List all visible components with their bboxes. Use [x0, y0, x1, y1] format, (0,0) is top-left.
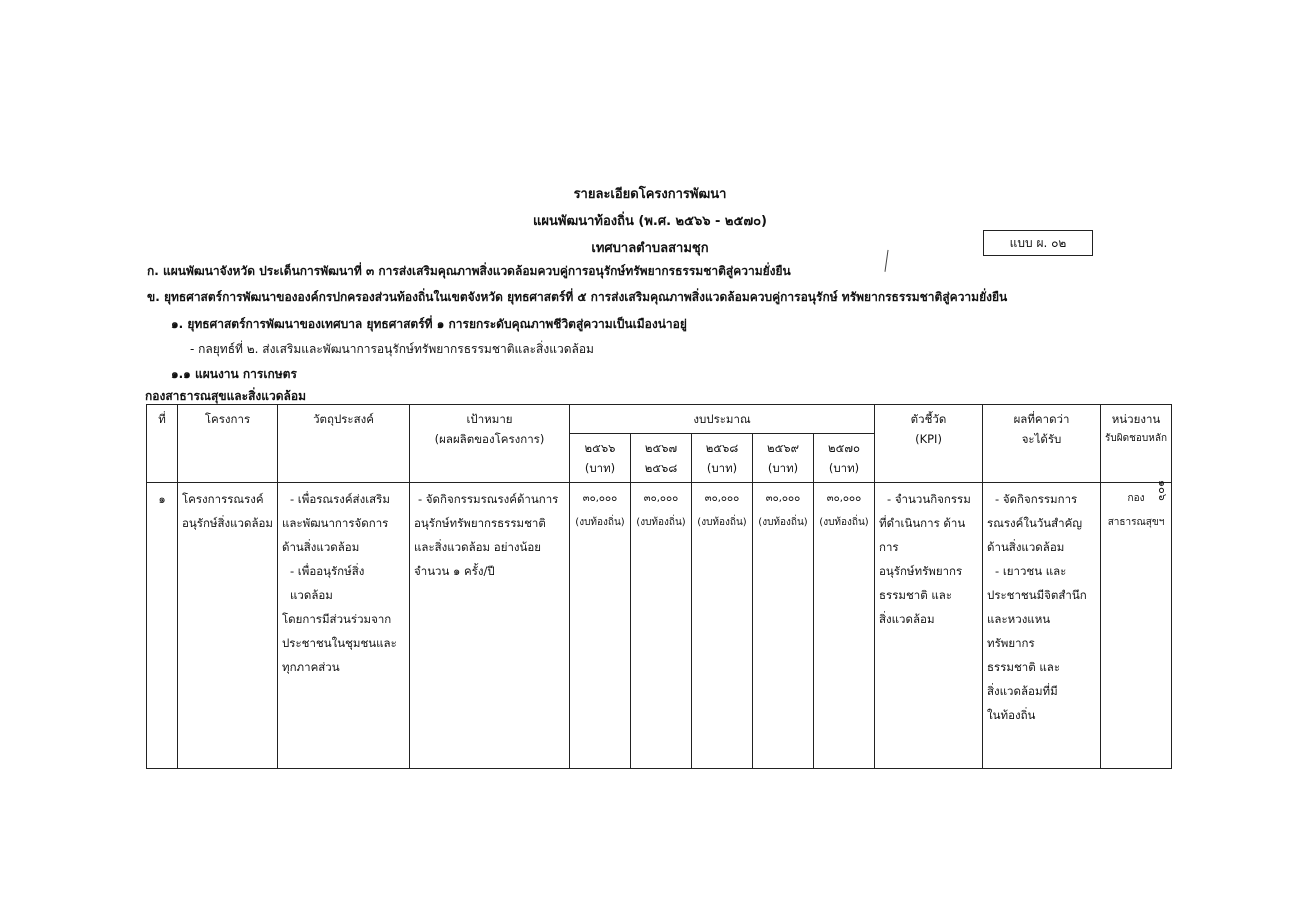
year-cell: ๒๕๖๖ (บาท) — [570, 434, 631, 483]
heading-municipal-strategy: ๑. ยุทธศาสตร์การพัฒนาของเทศบาล ยุทธศาสตร์ที่ ๑ การยกระดับคุณภาพชีวิตสู่ความเป็นเมืองน่าอยู่ — [171, 317, 687, 331]
row-budget-2570: ๓๐,๐๐๐ (งบท้องถิ่น) — [814, 483, 875, 769]
header-kpi-line1: ตัวชี้วัด — [910, 412, 947, 426]
document-subtitle: แผนพัฒนาท้องถิ่น (พ.ศ. ๒๕๖๖ - ๒๕๗๐) — [533, 214, 767, 229]
header-budget: งบประมาณ — [570, 405, 875, 434]
row-no: ๑ — [147, 483, 178, 769]
row-budget-2568: ๓๐,๐๐๐ (งบท้องถิ่น) — [692, 483, 753, 769]
header-target-line1: เป้าหมาย — [466, 412, 513, 426]
header-unit — [1101, 405, 1172, 483]
row-result: - จัดกิจกรรมการ รณรงค์ในวันสำคัญ ด้านสิ่งแวดล้อม - เยาวชน และ ประชาชนมีจิตสำนึก และหวงแหนทรัพยากร ธรรมชาติ และ สิ่งแวดล้อมที่มี ในท้องถิ่น — [983, 483, 1101, 769]
heading-provincial-plan: ก. แผนพัฒนาจังหวัด ประเด็นการพัฒนาที่ ๓ การส่งเสริมคุณภาพสิ่งแวดล้อมควบคู่การอนุรักษ์ทรัพยากรธรรมชาติสู่ความยั่งยืน — [147, 264, 791, 278]
form-code-box: แบบ ผ. ๐๒ — [983, 230, 1093, 256]
header-no: ที่ — [147, 405, 178, 483]
header-project: โครงการ — [178, 405, 278, 483]
header-unit-line1: หน่วยงาน — [1111, 412, 1161, 426]
row-unit: กอง สาธารณสุขฯ — [1101, 483, 1172, 769]
heading-local-strategy: ข. ยุทธศาสตร์การพัฒนาขององค์กรปกครองส่วนท้องถิ่นในเขตจังหวัด ยุทธศาสตร์ที่ ๕ การส่งเสริมคุณภาพสิ่งแวดล้อมควบคู่การอนุรักษ์ ทรัพยากรธรรมชาติสู่ความยั่งยืน — [147, 290, 1008, 304]
header-result-line1: ผลที่คาดว่า — [1013, 412, 1070, 426]
header-target — [410, 405, 570, 483]
row-budget-2566: ๓๐,๐๐๐ (งบท้องถิ่น) — [570, 483, 631, 769]
header-kpi — [875, 405, 983, 483]
page-number: ๑๐๖ — [1156, 480, 1169, 501]
row-budget-2567: ๓๐,๐๐๐ (งบท้องถิ่น) — [631, 483, 692, 769]
row-project: โครงการรณรงค์ อนุรักษ์สิ่งแวดล้อม — [178, 483, 278, 769]
row-budget-2569: ๓๐,๐๐๐ (งบท้องถิ่น) — [753, 483, 814, 769]
heading-division: กองสาธารณสุขและสิ่งแวดล้อม — [145, 389, 307, 403]
year-cell: ๒๕๖๙ (บาท) — [753, 434, 814, 483]
table-row — [147, 483, 1172, 769]
heading-tactic: - กลยุทธ์ที่ ๒. ส่งเสริมและพัฒนาการอนุรักษ์ทรัพยากรธรรมชาติและสิ่งแวดล้อม — [190, 342, 594, 356]
year-cell: ๒๕๗๐ (บาท) — [814, 434, 875, 483]
header-unit-line2: รับผิดชอบหลัก — [1105, 433, 1168, 444]
organization-name: เทศบาลตำบลสามชุก — [591, 241, 709, 256]
header-objective: วัตถุประสงค์ — [278, 405, 410, 483]
project-table — [146, 404, 1172, 769]
header-kpi-line2: (KPI) — [915, 432, 942, 446]
year-cell: ๒๕๖๗ ๒๕๖๘ — [631, 434, 692, 483]
header-target-line2: (ผลผลิตของโครงการ) — [434, 432, 545, 446]
row-target: - จัดกิจกรรมรณรงค์ด้านการ อนุรักษ์ทรัพยากรธรรมชาติ และสิ่งแวดล้อม อย่างน้อย จำนวน ๑ ครั้ง/ปี — [410, 483, 570, 769]
document-title: รายละเอียดโครงการพัฒนา — [573, 187, 727, 202]
heading-work-plan: ๑.๑ แผนงาน การเกษตร — [171, 367, 297, 381]
row-kpi: - จำนวนกิจกรรม ที่ดำเนินการ ด้านการ อนุรักษ์ทรัพยากร ธรรมชาติ และ สิ่งแวดล้อม — [875, 483, 983, 769]
header-result — [983, 405, 1101, 483]
row-objective: - เพื่อรณรงค์ส่งเสริม และพัฒนาการจัดการ ด้านสิ่งแวดล้อม - เพื่ออนุรักษ์สิ่งแวดล้อม โดยการมีส่วนร่วมจาก ประชาชนในชุมชนและ ทุกภาคส่วน — [278, 483, 410, 769]
header-result-line2: จะได้รับ — [1021, 432, 1062, 446]
year-cell: ๒๕๖๘ (บาท) — [692, 434, 753, 483]
